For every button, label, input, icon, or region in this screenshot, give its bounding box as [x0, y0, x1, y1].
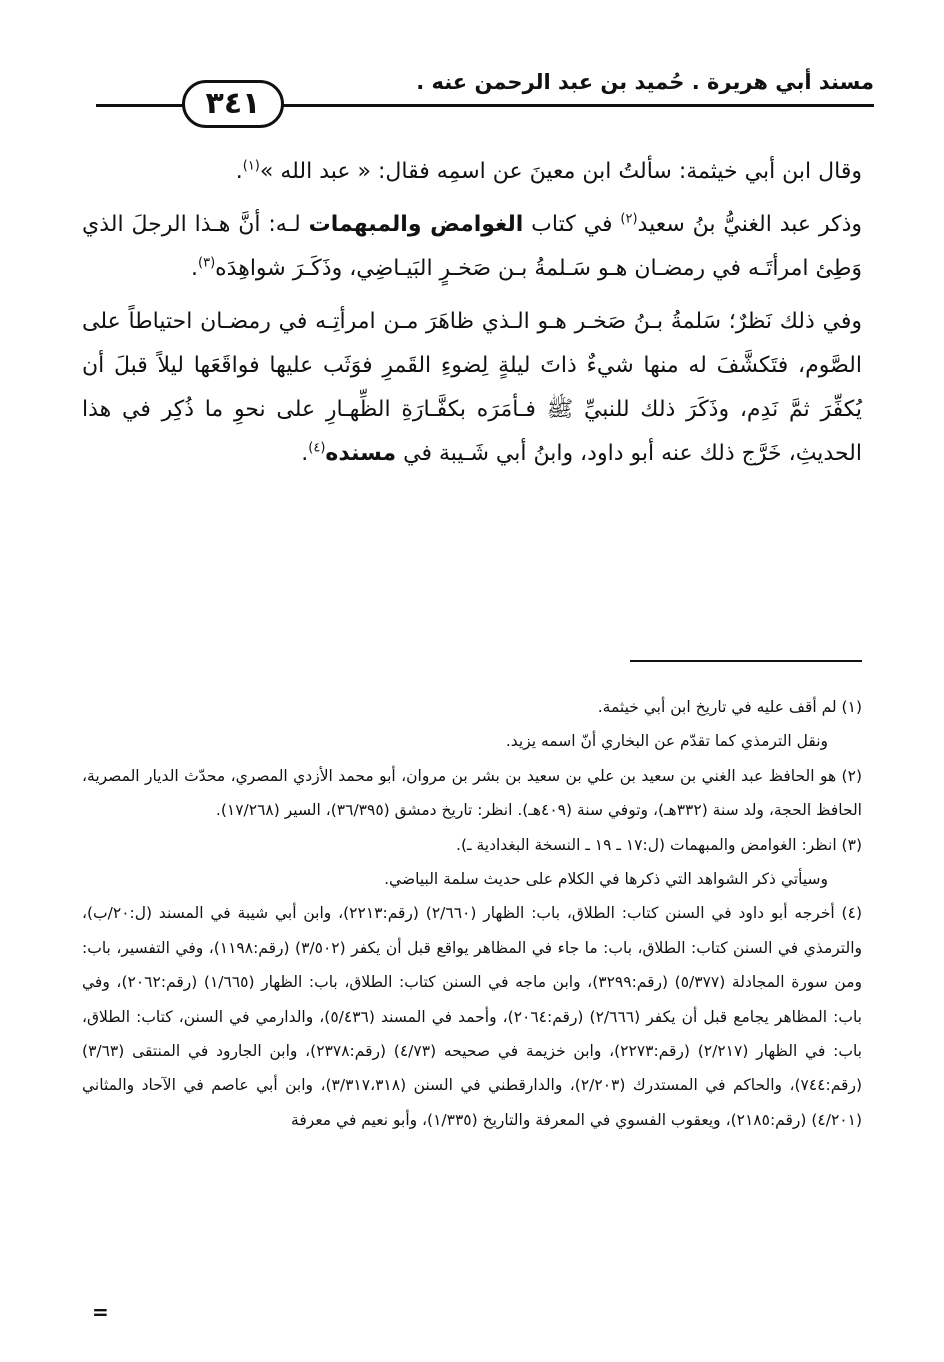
footnote-2: (٢) هو الحافظ عبد الغني بن سعيد بن علي بن سعيد بن بشر بن مروان، أبو محمد الأزدي المصري، محدّث الديار المصرية، الحافظ الحجة، ولد سنة (٣٣٢هـ)، وتوفي سنة (٤٠٩هـ). انظر: تاريخ دمشق (٣٦/٣٩٥)، السير (١٧/٢٦٨). [82, 766, 862, 820]
footnote-ref-1: (١) [242, 158, 260, 174]
paragraph-1-text: وقال ابن أبي خيثمة: سألتُ ابن معينَ عن اسمِه فقال: « عبد الله » [259, 159, 862, 184]
footnotes [82, 690, 862, 1137]
paragraph-3-end: . [301, 441, 309, 466]
paragraph-3-text: وفي ذلك نَظرٌ؛ سَلمةُ بـنُ صَخـر هـو الـذي ظاهَرَ مـن امرأتِـه في رمضـان احتياطاً على الصَّوم، فتَكشَّفَ له منها شيءٌ ذاتَ ليلةٍ لِضوءِ القَمرِ فوَثَب عليها فواقَعَها ليلاً قبلَ أن يُكفِّرَ ثمَّ نَدِم، وذَكَرَ ذلك للنبيِّ ﷺ فـأمَرَه بكفَّـارَةِ الظِّهـارِ على نحوِ ما ذُكِر في هذا الحديثِ، خَرَّج ذلك عنه أبو داود، وابنُ أبي شَـيبة في [82, 309, 862, 466]
paragraph-1 [82, 150, 862, 194]
paragraph-3 [82, 300, 862, 476]
paragraph-2-text-b: في كتاب [523, 212, 621, 237]
footnote-1: (١) لم أقف عليه في تاريخ ابن أبي خيثمة. [597, 698, 862, 716]
page-header [96, 66, 874, 134]
paragraph-2-text-a: وذكر عبد الغنيُّ بنُ سعيد [637, 212, 862, 237]
footnote-1-continuation: ونقل الترمذي كما تقدّم عن البخاري أنّ اسمه يزيد. [505, 732, 828, 751]
footnote-4: (٤) أخرجه أبو داود في السنن كتاب: الطلاق، باب: الظهار (٢/٦٦٠) (رقم:٢٢١٣)، وابن أبي شيبة في المسند (ل:٢٠/ب)، والترمذي في السنن كتاب: الطلاق، باب: ما جاء في المظاهر يواقع قبل أن يكفر (٣/٥٠٢) (رقم:١١٩٨)، وفي التفسير، باب: ومن سورة المجادلة (٥/٣٧٧) (رقم:٣٢٩٩)، وابن ماجه في السنن كتاب: الطلاق، باب: الظهار (١/٦٦٥) (رقم:٢٠٦٢)، وفي باب: المظاهر يجامع قبل أن يكفر (٢/٦٦٦) (رقم:٢٠٦٤)، وأحمد في المسند (٥/٤٣٦)، والدارمي في السنن، كتاب: الطلاق، باب: في الظهار (٢/٢١٧) (رقم:٢٢٧٣)، وابن خزيمة في صحيحه (٤/٧٣) (رقم:٢٣٧٨)، وابن الجارود في المنتقى (٣/٦٣) (رقم:٧٤٤)، والحاكم في المستدرك (٢/٢٠٣)، والدارقطني في السنن (٣/٣١٧،٣١٨)، وابن أبي عاصم في الآحاد والمثاني (٤/٢٠١) (رقم:٢١٨٥)، ويعقوب الفسوي في المعرفة والتاريخ (١/٣٣٥)، وأبو نعيم في معرفة [82, 904, 863, 1129]
main-text [82, 150, 862, 485]
paragraph-2-text-c: لـه: أنَّ هـذا الرجلَ الذي وَطِئ امرأتَـه في رمضـان هـو سَـلمةُ بـن صَخـرٍ البَيـاضِي، وذَكَـرَ شواهِدَه [82, 212, 862, 281]
musnad-bold: مسنده [325, 441, 397, 466]
footnote-3-continuation: وسيأتي ذكر الشواهد التي ذكرها في الكلام على حديث سلمة البياضي. [384, 870, 828, 889]
paragraph-2 [82, 203, 862, 291]
paragraph-2-end: . [191, 256, 198, 281]
footnote-ref-2: (٢) [620, 211, 638, 227]
footnote-ref-4: (٤) [308, 440, 326, 456]
footnote-ref-3: (٣) [198, 255, 216, 271]
page-number: ٣٤١ [182, 80, 284, 128]
running-title: مسند أبي هريرة . حُميد بن عبد الرحمن عنه . [416, 70, 874, 94]
paragraph-1-end: . [235, 159, 243, 184]
footnote-3: (٣) انظر: الغوامض والمبهمات (ل:١٧ ـ ١٩ ـ النسخة البغدادية ـ). [456, 835, 862, 854]
continuation-mark: = [92, 1300, 109, 1324]
footnote-separator [630, 660, 862, 662]
book-title-bold: الغوامض والمبهمات [308, 212, 524, 237]
